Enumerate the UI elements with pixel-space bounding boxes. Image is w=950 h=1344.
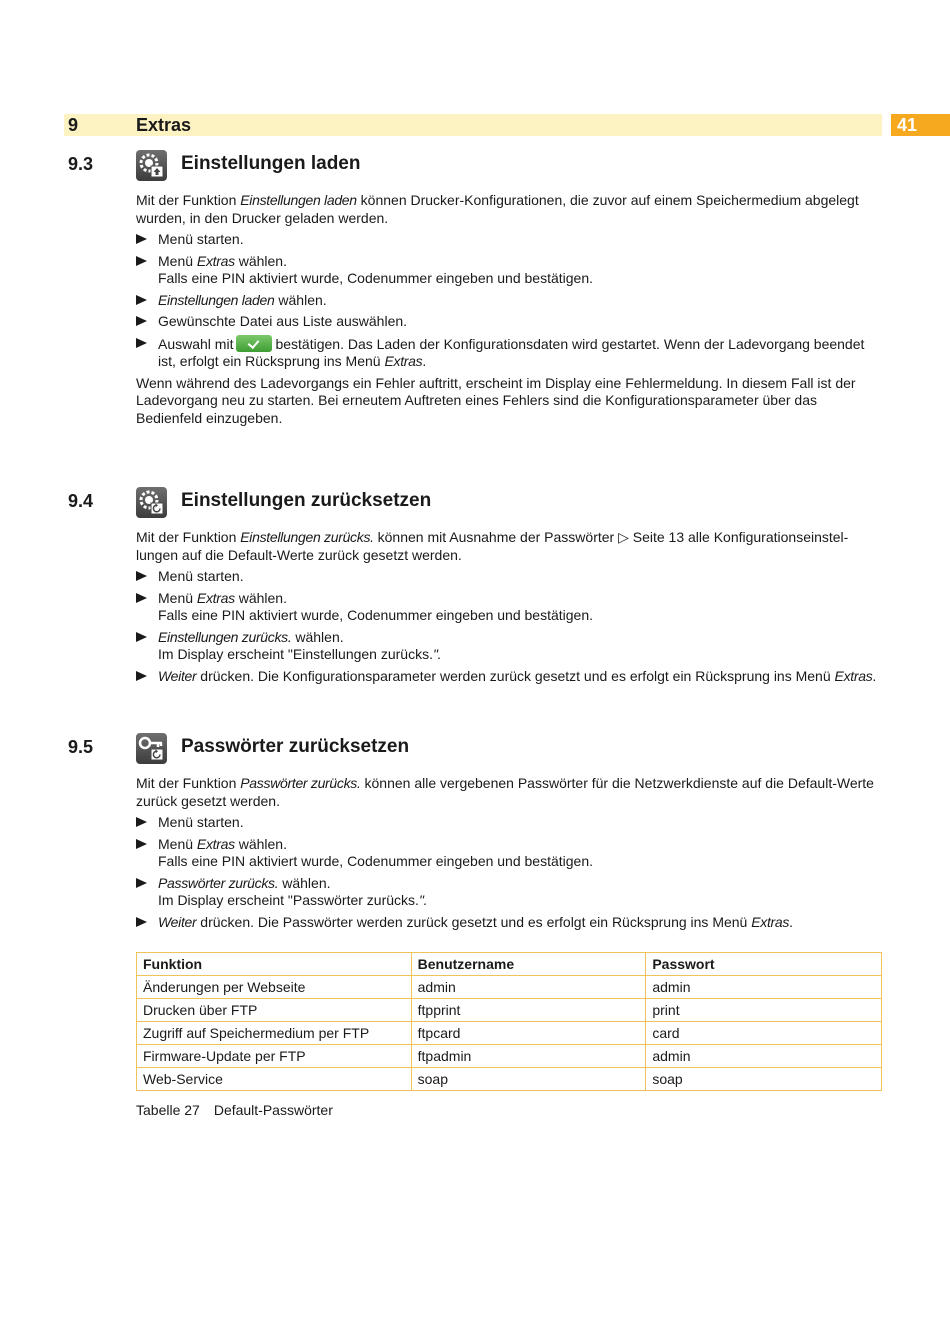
table-header-cell: Funktion [137,953,412,976]
section-number: 9.4 [68,491,94,511]
table-cell: admin [646,1045,882,1068]
list-item: Menü Extras wählen. Falls eine PIN aktiviert wurde, Codenummer eingeben und bestätigen. [136,590,882,625]
table-cell: soap [646,1068,882,1091]
list-item: Einstellungen zurücks. wählen. Im Display erscheint "Einstellungen zurücks.". [136,629,882,664]
load-settings-icon [136,150,167,181]
table-cell: ftpprint [411,999,646,1022]
list-item: Menü starten. [136,814,882,832]
list-item: Menü Extras wählen. Falls eine PIN aktiviert wurde, Codenummer eingeben und bestätigen. [136,253,882,288]
table-cell: admin [646,976,882,999]
table-row [137,976,882,999]
list-item: Weiter drücken. Die Passwörter werden zurück gesetzt und es erfolgt ein Rücksprung ins Menü Extras. [136,914,882,932]
table-cell: ftpcard [411,1022,646,1045]
list-item: Menü starten. [136,231,882,249]
section-number: 9.3 [68,154,94,174]
table-cell: Zugriff auf Speichermedium per FTP [137,1022,412,1045]
table-cell: card [646,1022,882,1045]
list-item: Menü Extras wählen. Falls eine PIN aktiviert wurde, Codenummer eingeben und bestätigen. [136,836,882,871]
list-item: Menü starten. [136,568,882,586]
table-cell: Firmware-Update per FTP [137,1045,412,1068]
default-passwords-table [136,952,882,1091]
table-caption [136,1102,333,1118]
list-item: Auswahl mit bestätigen. Das Laden der Konfigurationsdaten wird gestartet. Wenn der Ladevorgang beendet ist, erfolgt ein Rücksprung ins Menü Extras. [136,335,882,371]
section-9-4-body [136,529,882,689]
page-number: 41 [891,114,950,136]
table-cell: Änderungen per Webseite [137,976,412,999]
caption-number: Tabelle 27 [136,1102,200,1118]
table-row [137,999,882,1022]
table-cell: ftpadmin [411,1045,646,1068]
caption-text: Default-Passwörter [213,1102,333,1118]
paragraph: Mit der Funktion Einstellungen laden können Drucker-Konfigurationen, die zuvor auf einem Speichermedium abgelegt wurden, in den Drucker geladen werden. [136,192,859,226]
section-9-3-body [136,192,882,431]
page-reference[interactable]: ▷ Seite 13 [618,529,685,545]
table-row [137,1045,882,1068]
table-row [137,1022,882,1045]
paragraph: Wenn während des Ladevorgangs ein Fehler auftritt, erscheint im Display eine Fehlermeldung. In diesem Fall ist der Ladevorgang neu zu starten. Bei erneutem Auftreten eines Fehlers sind die Konfigurationsparameter über das Bedienfeld einzugeben. [136,374,856,426]
table-cell: Drucken über FTP [137,999,412,1022]
table-cell: admin [411,976,646,999]
chapter-number: 9 [68,115,79,135]
confirm-check-icon [236,335,272,352]
list-item: Weiter drücken. Die Konfigurationsparameter werden zurück gesetzt und es erfolgt ein Rücksprung ins Menü Extras. [136,668,882,686]
section-9-5-body [136,775,882,935]
table-header-row [137,953,882,976]
section-number: 9.5 [68,737,94,757]
list-item: Gewünschte Datei aus Liste auswählen. [136,313,882,331]
paragraph: Mit der Funktion Einstellungen zurücks. können mit Ausnahme der Passwörter ▷ Seite 13 alle Konfigurationseinstel-lungen auf die Default-Werte zurück gesetzt werden. [136,529,849,563]
table-header-cell: Benutzername [411,953,646,976]
chapter-title: Extras [136,115,192,135]
table-cell: Web-Service [137,1068,412,1091]
table-cell: print [646,999,882,1022]
table-row [137,1068,882,1091]
section-title: Passwörter zurücksetzen [181,736,410,757]
reset-passwords-icon [136,733,167,764]
paragraph: Mit der Funktion Passwörter zurücks. können alle vergebenen Passwörter für die Netzwerkdienste auf die Default-Werte zurück gesetzt werden. [136,775,874,809]
list-item: Einstellungen laden wählen. [136,292,882,310]
table-cell: soap [411,1068,646,1091]
table-header-cell: Passwort [646,953,882,976]
section-title: Einstellungen laden [181,153,361,174]
list-item: Passwörter zurücks. wählen. Im Display erscheint "Passwörter zurücks.". [136,875,882,910]
section-title: Einstellungen zurücksetzen [181,490,432,511]
reset-settings-icon [136,487,167,518]
